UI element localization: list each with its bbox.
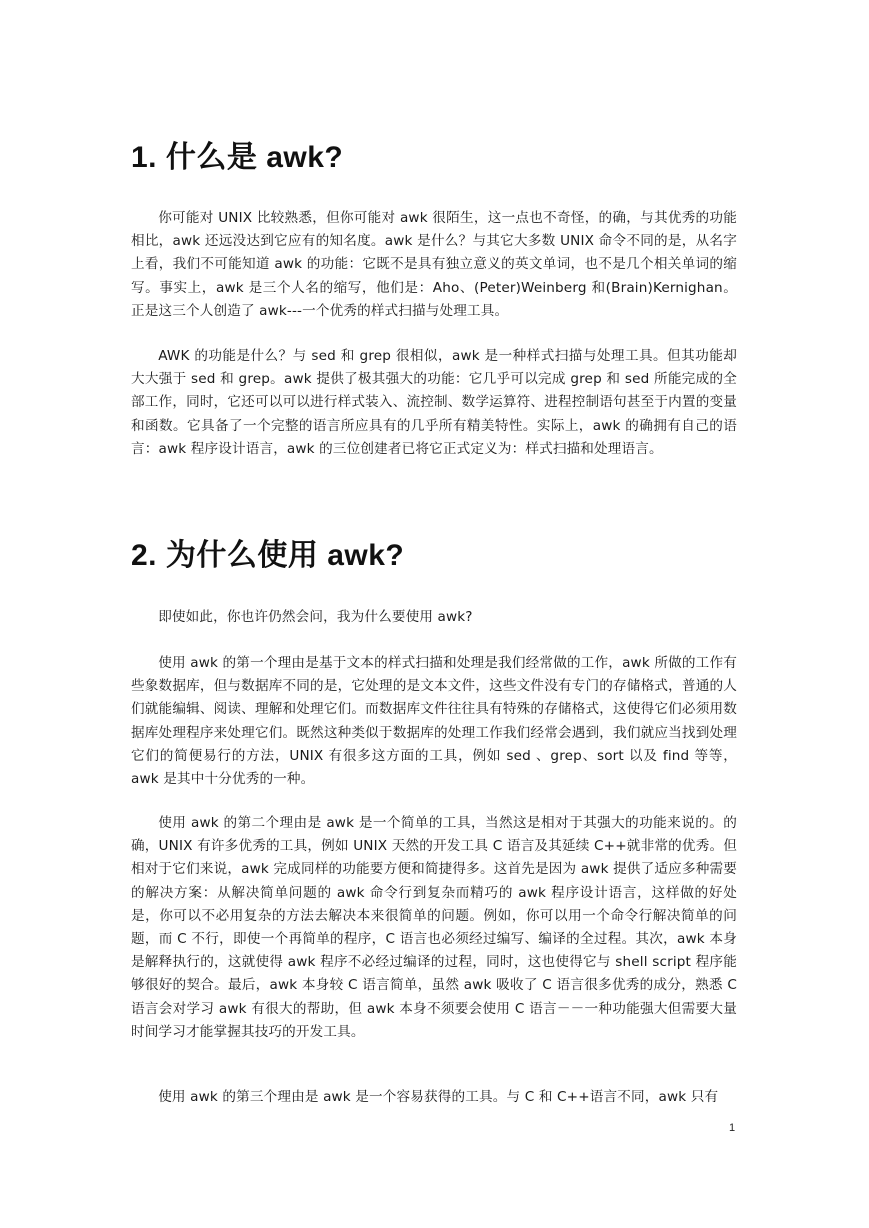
section-2-heading: 2. 为什么使用 awk? <box>131 539 405 572</box>
section-1-heading: 1. 什么是 awk? <box>131 141 344 174</box>
section-2-paragraph-4: 使用 awk 的第三个理由是 awk 是一个容易获得的工具。与 C 和 C++语言不同，awk 只有 <box>158 1089 719 1105</box>
section-2-paragraph-3: 使用 awk 的第二个理由是 awk 是一个简单的工具，当然这是相对于其强大的功能来说的。的确，UNIX 有许多优秀的工具，例如 UNIX 天然的开发工具 C 语言及其延续 C++就非常的优秀。但相对于它们来说，awk 完成同样的功能要方便和简捷得多。这首先是因为 awk 提供了适应多种需要的解决方案：从解决简单问题的 awk 命令行到复杂而精巧的 awk 程序设计语言，这样做的好处是，你可以不必用复杂的方法去解决本来很简单的问题。例如，你可以用一个命令行解决简单的问题，而 C 不行，即使一个再简单的程序，C 语言也必须经过编写、编译的全过程。其次，awk 本身是解释执行的，这就使得 awk 程序不必经过编译的过程，同时，这也使得它与 shell script 程序能够很好的契合。最后，awk 本身较 C 语言简单，虽然 awk 吸收了 C 语言很多优秀的成分，熟悉 C 语言会对学习 awk 有很大的帮助，但 awk 本身不须要会使用 C 语言－－一种功能强大但需要大量时间学习才能掌握其技巧的开发工具。 <box>131 815 737 1040</box>
section-1-paragraph-2: AWK 的功能是什么？与 sed 和 grep 很相似，awk 是一种样式扫描与处理工具。但其功能却大大强于 sed 和 grep。awk 提供了极其强大的功能：它几乎可以完成 grep 和 sed 所能完成的全部工作，同时，它还可以可以进行样式装入、流控制、数学运算符、进程控制语句甚至于内置的变量和函数。它具备了一个完整的语言所应具有的几乎所有精美特性。实际上，awk 的确拥有自己的语言：awk 程序设计语言，awk 的三位创建者已将它正式定义为：样式扫描和处理语言。 <box>131 348 737 457</box>
section-2-paragraph-2: 使用 awk 的第一个理由是基于文本的样式扫描和处理是我们经常做的工作，awk 所做的工作有些象数据库，但与数据库不同的是，它处理的是文本文件，这些文件没有专门的存储格式，普通的人们就能编辑、阅读、理解和处理它们。而数据库文件往往具有特殊的存储格式，这使得它们必须用数据库处理程序来处理它们。既然这种类似于数据库的处理工作我们经常会遇到，我们就应当找到处理它们的简便易行的方法，UNIX 有很多这方面的工具，例如 sed 、grep、sort 以及 find 等等，awk 是其中十分优秀的一种。 <box>131 655 737 788</box>
section-2-paragraph-1: 即使如此，你也许仍然会问，我为什么要使用 awk? <box>158 609 473 625</box>
page-number: 1 <box>729 1122 736 1134</box>
section-1-paragraph-1: 你可能对 UNIX 比较熟悉，但你可能对 awk 很陌生，这一点也不奇怪，的确，与其优秀的功能相比，awk 还远没达到它应有的知名度。awk 是什么？与其它大多数 UNIX 命令不同的是，从名字上看，我们不可能知道 awk 的功能：它既不是具有独立意义的英文单词，也不是几个相关单词的缩写。事实上，awk 是三个人名的缩写，他们是：Aho、(Peter)Weinberg 和(Brain)Kernighan。正是这三个人创造了 awk---一个优秀的样式扫描与处理工具。 <box>131 210 737 319</box>
